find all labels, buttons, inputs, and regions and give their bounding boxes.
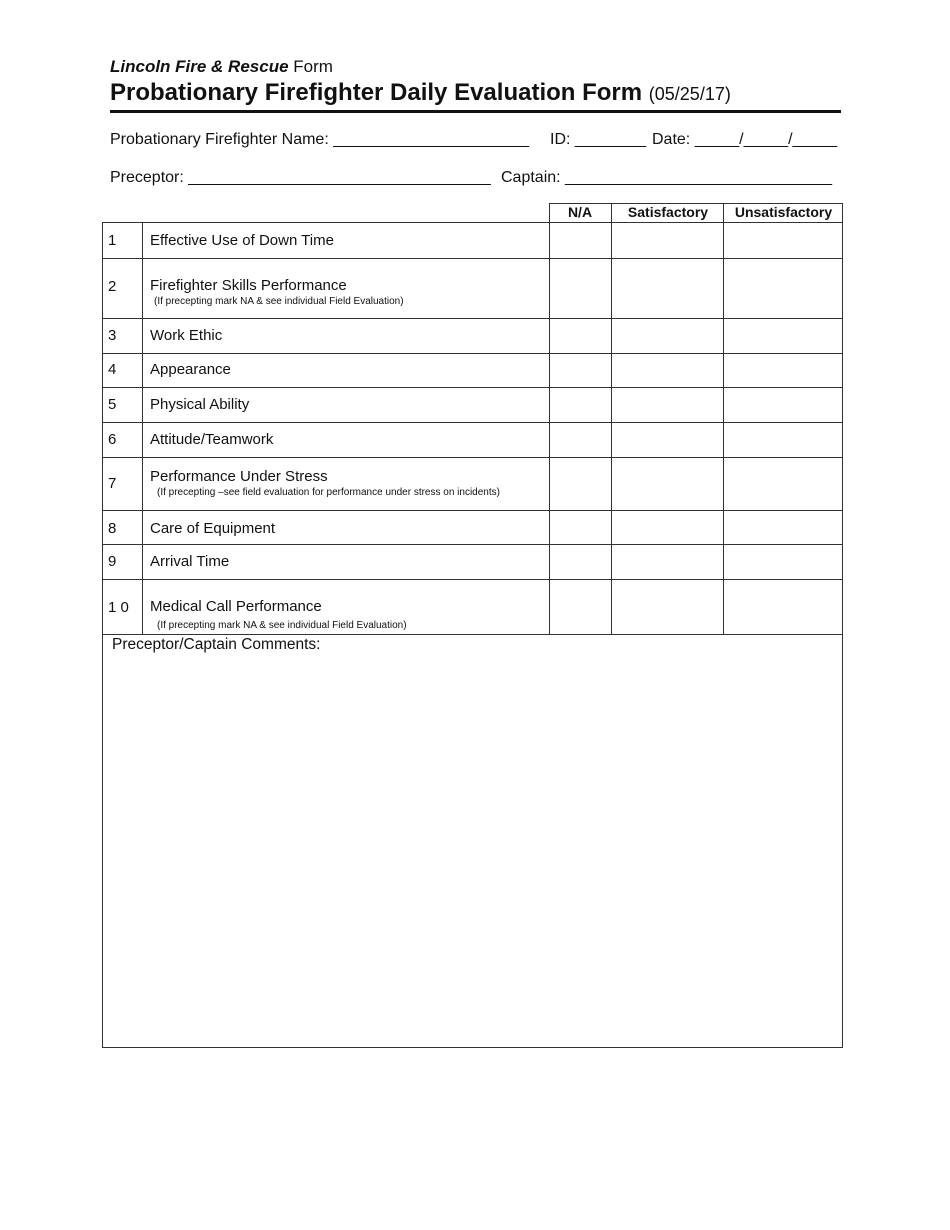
row-number: 9 bbox=[108, 553, 117, 570]
criterion-label: Performance Under Stress bbox=[150, 468, 328, 485]
criterion-label: Medical Call Performance bbox=[150, 598, 322, 615]
table-left-border bbox=[102, 222, 103, 1048]
row-divider bbox=[102, 544, 843, 545]
satisfactory-column-divider bbox=[611, 203, 612, 634]
organization-name: Lincoln Fire & Rescue bbox=[110, 57, 289, 76]
row-number: 1 bbox=[108, 232, 117, 249]
form-version: (05/25/17) bbox=[648, 84, 731, 104]
criterion-label: Effective Use of Down Time bbox=[150, 232, 334, 249]
row-divider bbox=[102, 387, 843, 388]
criterion-label: Attitude/Teamwork bbox=[150, 431, 274, 448]
column-header-satisfactory: Satisfactory bbox=[627, 204, 709, 220]
na-column-divider bbox=[549, 203, 550, 634]
criterion-note: (If precepting –see field evaluation for performance under stress on incidents) bbox=[157, 487, 500, 498]
criterion-label: Physical Ability bbox=[150, 396, 250, 413]
criterion-note: (If precepting mark NA & see individual Field Evaluation) bbox=[157, 620, 407, 631]
column-header-na: N/A bbox=[567, 204, 593, 220]
evaluation-table bbox=[102, 203, 843, 1048]
preceptor-field[interactable]: Preceptor: __________________________________ bbox=[110, 169, 491, 186]
column-header-unsatisfactory: Unsatisfactory bbox=[734, 204, 833, 220]
row-divider bbox=[102, 579, 843, 580]
criterion-label: Work Ethic bbox=[150, 327, 223, 344]
row-divider bbox=[102, 353, 843, 354]
row-divider bbox=[102, 222, 843, 223]
row-number: 1 0 bbox=[108, 599, 129, 616]
header-top-border bbox=[549, 203, 843, 204]
row-divider bbox=[102, 422, 843, 423]
unsatisfactory-column-divider bbox=[723, 203, 724, 634]
form-organization bbox=[110, 57, 333, 77]
title-rule bbox=[110, 110, 841, 113]
row-divider bbox=[102, 510, 843, 511]
criterion-label: Appearance bbox=[150, 361, 231, 378]
criterion-label: Care of Equipment bbox=[150, 520, 276, 537]
table-right-border bbox=[842, 203, 843, 1048]
row-number: 2 bbox=[108, 278, 117, 295]
captain-field[interactable]: Captain: ______________________________ bbox=[501, 169, 832, 186]
row-number: 3 bbox=[108, 327, 117, 344]
form-title: Probationary Firefighter Daily Evaluation Form bbox=[110, 79, 643, 106]
criterion-label: Firefighter Skills Performance bbox=[150, 277, 347, 294]
id-field[interactable]: ID: ________ bbox=[550, 131, 647, 148]
criterion-note: (If precepting mark NA & see individual Field Evaluation) bbox=[154, 296, 404, 307]
row-number: 6 bbox=[108, 431, 117, 448]
row-number: 7 bbox=[108, 475, 117, 492]
row-divider bbox=[102, 457, 843, 458]
organization-suffix: Form bbox=[293, 57, 333, 76]
form-title-line bbox=[110, 79, 731, 107]
comments-label: Preceptor/Captain Comments: bbox=[112, 636, 321, 653]
row-divider bbox=[102, 634, 843, 635]
criterion-label: Arrival Time bbox=[150, 553, 230, 570]
row-divider bbox=[102, 318, 843, 319]
row-number: 5 bbox=[108, 396, 117, 413]
firefighter-name-field[interactable]: Probationary Firefighter Name: ______________________ bbox=[110, 131, 529, 148]
number-column-divider bbox=[142, 222, 143, 634]
table-bottom-border bbox=[102, 1047, 843, 1048]
row-divider bbox=[102, 258, 843, 259]
row-number: 4 bbox=[108, 361, 117, 378]
date-field[interactable]: Date: _____/_____/_____ bbox=[652, 131, 838, 148]
row-number: 8 bbox=[108, 520, 117, 537]
